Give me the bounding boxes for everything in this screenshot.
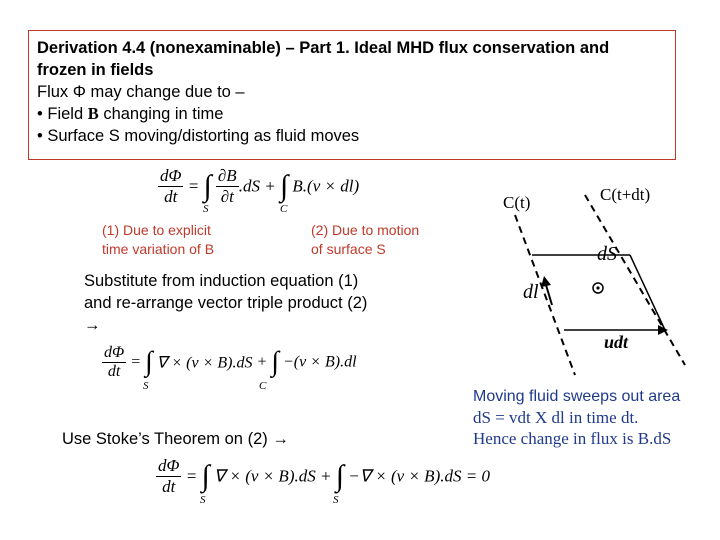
substitute-arrow: → bbox=[84, 316, 101, 334]
field-symbol: B bbox=[87, 104, 99, 123]
equation-1: $\frac{d\Phi}{dt}$ = ∫ $\frac{\partial B}{\partial t}$ .dS + ∫ B.(v × dl) bbox=[160, 166, 360, 206]
label-dl: dl bbox=[523, 281, 539, 303]
eq3-lhs-num: dΦ bbox=[158, 456, 180, 475]
dl-arrow bbox=[546, 285, 552, 305]
bullet-field-post: changing in time bbox=[98, 105, 224, 123]
substitute-line-2: and re-arrange vector triple product (2) bbox=[84, 294, 368, 312]
eq3-term1: ∇ × (v × B).dS bbox=[213, 466, 316, 486]
label-ds: dS bbox=[597, 243, 617, 265]
substitute-text bbox=[84, 270, 367, 336]
title-line-1: Derivation 4.4 (nonexaminable) – Part 1. Ideal MHD flux conservation and bbox=[37, 39, 610, 57]
title-line-2: frozen in fields bbox=[37, 61, 154, 79]
label-ct: C(t) bbox=[503, 193, 531, 212]
eq1-sub-c: C bbox=[280, 203, 288, 215]
substitute-line-1: Substitute from induction equation (1) bbox=[84, 272, 359, 290]
label-ctdt: C(t+dt) bbox=[600, 185, 651, 204]
eq3-lhs-den: dt bbox=[162, 477, 176, 496]
right-edge bbox=[630, 255, 665, 330]
explicit-label-line-2: time variation of B bbox=[102, 241, 215, 257]
bullet-field-pre: • Field bbox=[37, 105, 88, 123]
moving-line-1: Moving fluid sweeps out area bbox=[473, 388, 681, 405]
eq3-sub-s: S bbox=[200, 494, 206, 506]
eq1-lhs-den: dt bbox=[164, 187, 178, 206]
dl-arrowhead bbox=[541, 276, 551, 287]
derivation-box bbox=[28, 30, 676, 160]
flux-change-line: Flux Φ may change due to – bbox=[37, 83, 245, 101]
eq2-lhs bbox=[102, 344, 126, 381]
eq1-lhs-num: dΦ bbox=[160, 166, 182, 185]
eq1-lhs bbox=[158, 166, 183, 207]
eq2-sub-s: S bbox=[143, 380, 149, 392]
eq2-term1: ∇ × (v × B).dS bbox=[156, 354, 253, 372]
eq2-sub-c: C bbox=[259, 380, 267, 392]
explicit-variation-label bbox=[102, 221, 214, 259]
label-udt: udt bbox=[604, 332, 629, 352]
surface-motion-label bbox=[311, 221, 419, 259]
eq2-lhs-num: dΦ bbox=[104, 344, 125, 361]
normal-dot-icon bbox=[596, 286, 599, 289]
eq1-term1-num: ∂B bbox=[217, 166, 237, 185]
eq1-term1-den: ∂t bbox=[220, 187, 234, 206]
eq1-term1-frac bbox=[216, 166, 239, 207]
eq2-lhs-den: dt bbox=[107, 363, 121, 380]
eq1-term1-tail: .dS bbox=[238, 176, 260, 196]
moving-line-2: dS = vdt X dl in time dt. bbox=[473, 408, 639, 427]
field-change-line bbox=[37, 103, 667, 125]
equation-2: $\frac{d\Phi}{dt}$ = ∫ ∇ × (v × B).dS + ∫ −(v × B).dl bbox=[104, 344, 357, 380]
motion-label-line-2: of surface S bbox=[311, 241, 386, 257]
eq3-lhs bbox=[156, 456, 181, 497]
moving-line-3: Hence change in flux is B.dS bbox=[473, 429, 672, 448]
equation-3: $\frac{d\Phi}{dt}$ = ∫ ∇ × (v × B).dS + ∫ −∇ × (v × B).dS = 0 bbox=[158, 456, 490, 496]
explicit-label-line-1: (1) Due to explicit bbox=[102, 222, 211, 238]
motion-label-line-1: (2) Due to motion bbox=[311, 222, 420, 238]
eq1-sub-s: S bbox=[203, 203, 209, 215]
moving-fluid-text bbox=[473, 386, 680, 449]
stokes-text: Use Stoke’s Theorem on (2) → bbox=[62, 430, 289, 448]
eq2-term2: −(v × B).dl bbox=[282, 353, 357, 371]
eq1-term2: B.(v × dl) bbox=[292, 176, 360, 196]
eq3-term2: −∇ × (v × B).dS = 0 bbox=[348, 466, 490, 486]
surface-move-line: • Surface S moving/distorting as fluid moves bbox=[37, 127, 360, 145]
eq3-sub-s2: S bbox=[333, 494, 339, 506]
curve-ctdt-dashed bbox=[585, 195, 685, 365]
